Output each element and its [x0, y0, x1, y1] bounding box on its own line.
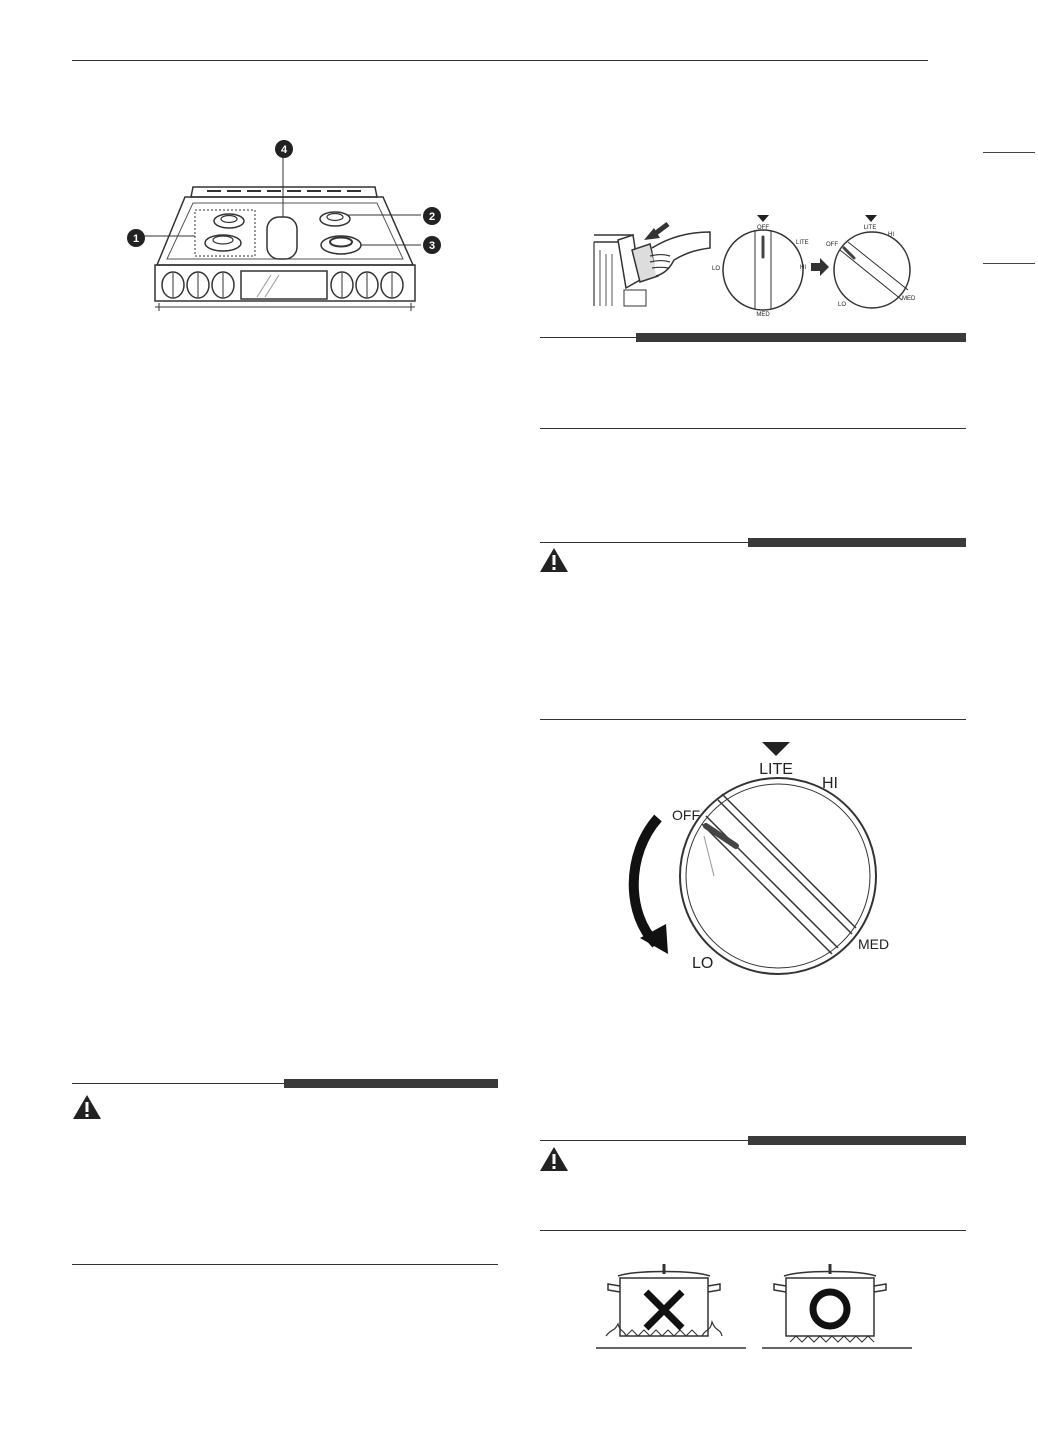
callout-3: [422, 235, 442, 255]
small-dial-off: [708, 212, 818, 322]
svg-text:2: 2: [428, 211, 436, 223]
indicator-triangle-icon: [865, 215, 877, 222]
right-rule-3: [540, 719, 966, 720]
svg-text:HI: HI: [800, 265, 806, 271]
svg-text:MED: MED: [902, 296, 916, 302]
svg-text:LITE: LITE: [863, 225, 877, 231]
pot-right-example: [762, 1262, 912, 1352]
svg-text:LO: LO: [712, 266, 721, 272]
svg-text:OFF: OFF: [757, 225, 769, 231]
pot-wrong-example: [596, 1262, 746, 1352]
svg-text:HI: HI: [822, 775, 838, 792]
warning-triangle-icon: [539, 1146, 569, 1172]
svg-text:HI: HI: [888, 232, 894, 238]
right-warning-bar-1: [540, 542, 966, 543]
header-rule: [72, 60, 928, 61]
svg-text:OFF: OFF: [672, 807, 700, 823]
warning-triangle-icon: [72, 1094, 102, 1120]
indicator-triangle-icon: [757, 215, 769, 222]
callout-4: [274, 139, 294, 159]
svg-text:OFF: OFF: [826, 242, 838, 248]
left-warning-bar: [72, 1083, 498, 1084]
svg-text:1: 1: [132, 233, 140, 245]
curved-arrow-icon: [634, 818, 658, 944]
svg-text:4: 4: [280, 144, 288, 156]
left-section-end-rule: [72, 1264, 498, 1265]
large-dial-illustration: [600, 736, 920, 986]
svg-text:MED: MED: [858, 936, 890, 952]
callout-1: [126, 228, 146, 248]
right-rule-4: [540, 1230, 966, 1231]
cooktop-illustration: [115, 135, 455, 315]
svg-text:LITE: LITE: [796, 240, 809, 246]
side-index-tick-top: [983, 152, 1035, 153]
indicator-triangle-icon: [762, 742, 790, 756]
right-section-bar-1: [540, 337, 966, 338]
svg-text:LITE: LITE: [759, 761, 793, 778]
callout-2: [422, 206, 442, 226]
right-warning-bar-2: [540, 1140, 966, 1141]
svg-text:MED: MED: [756, 312, 770, 318]
warning-triangle-icon: [539, 547, 569, 573]
svg-text:LO: LO: [838, 302, 847, 308]
svg-text:3: 3: [428, 240, 436, 252]
small-dial-lite: [822, 212, 932, 322]
side-index-tick-bottom: [983, 263, 1035, 264]
svg-text:LO: LO: [692, 955, 714, 972]
right-rule-2: [540, 428, 966, 429]
